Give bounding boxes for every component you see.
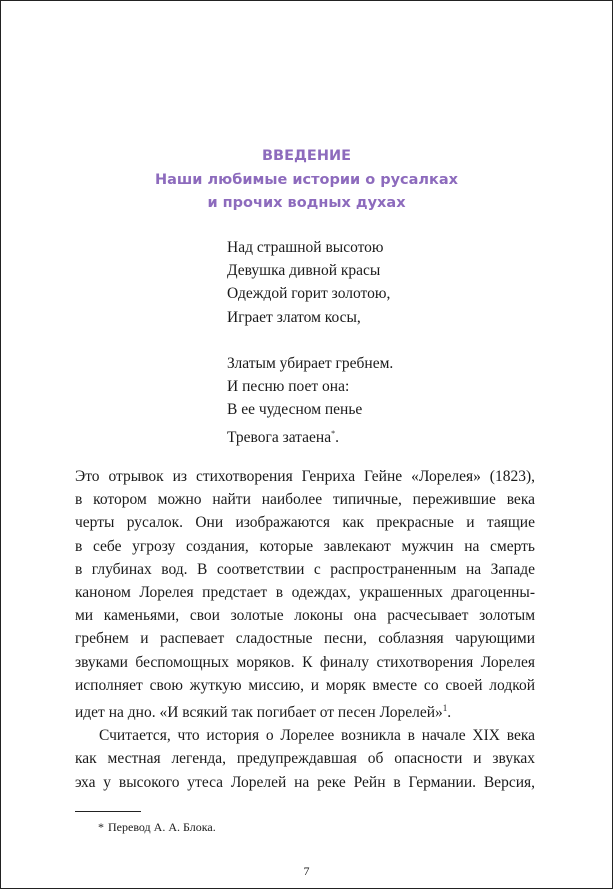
poem-stanza-2 <box>227 352 393 449</box>
text-line: звуками беспомощных моряков. К финалу стихотворения Лорелея <box>75 653 535 671</box>
text-line: гребнем и распевает сладостные песни, соблазняя чарующими <box>75 630 535 648</box>
text-line: черты русалок. Они изображаются как прекрасные и таящие <box>75 514 535 532</box>
body-text <box>75 465 535 794</box>
text-line: эха у высокого утеса Лорелей на реке Рейн в Германии. Версия, <box>75 773 535 791</box>
footnote-text: Перевод А. А. Блока. <box>108 820 216 834</box>
poem-line-text: Тревога затаена <box>227 428 332 446</box>
poem-line-end: . <box>335 428 339 446</box>
poem-line: Над страшной высотою <box>227 239 384 256</box>
chapter-title-line-2: и прочих водных духах <box>207 195 406 211</box>
chapter-title-line-1: Наши любимые истории о русалках <box>154 171 459 188</box>
text-line: как местная легенда, предупреждавшая об опасности и звуках <box>75 750 535 768</box>
footnote-marker[interactable]: * <box>331 428 336 438</box>
section-title: ВВЕДЕНИЕ <box>261 148 351 164</box>
poem-line: И песню поет она: <box>227 378 350 396</box>
text-line: в себе угрозу создания, которые завлекают мужчин на смерть <box>75 537 535 555</box>
text-line: в глубинах вод. В соответствии с распространенным на Западе <box>75 560 535 578</box>
text-line: каноном Лорелея предстает в одеждах, украшенных драгоценны- <box>75 584 535 602</box>
text-line: Это отрывок из стихотворения Генриха Гейне «Лорелея» (1823), <box>75 468 535 485</box>
footnote <box>98 820 216 835</box>
footnote-mark: * <box>98 820 104 834</box>
text-line-last <box>75 697 535 724</box>
text-line-content: идет на дно. «И всякий так погибает от песен Лорелей» <box>75 704 443 722</box>
endnote-marker[interactable]: 1 <box>442 703 448 714</box>
poem-line: В ее чудесном пенье <box>227 401 363 419</box>
poem-line-last <box>227 422 393 449</box>
footnote-divider <box>75 811 141 812</box>
text-line: ми каменьями, свои золотые локоны она расчесывает золотым <box>75 607 535 625</box>
poem-stanza-1 <box>227 236 393 329</box>
text-line-end: . <box>447 704 452 722</box>
text-line: в котором можно найти наиболее типичные, пережившие века <box>75 491 535 509</box>
poem-line: Девушка дивной красы <box>227 262 381 280</box>
chapter-heading <box>0 145 613 216</box>
poem-line: Играет златом косы, <box>227 308 361 326</box>
page-number: 7 <box>303 864 310 878</box>
poem-line: Златым убирает гребнем. <box>227 355 394 372</box>
poem-line: Одеждой горит золотою, <box>227 285 391 303</box>
poem-epigraph <box>227 236 393 472</box>
text-line: исполняет свою жуткую миссию, и моряк вместе со своей лодкой <box>75 676 535 694</box>
text-line: Считается, что история о Лорелее возникла в начале XIX века <box>99 727 535 745</box>
